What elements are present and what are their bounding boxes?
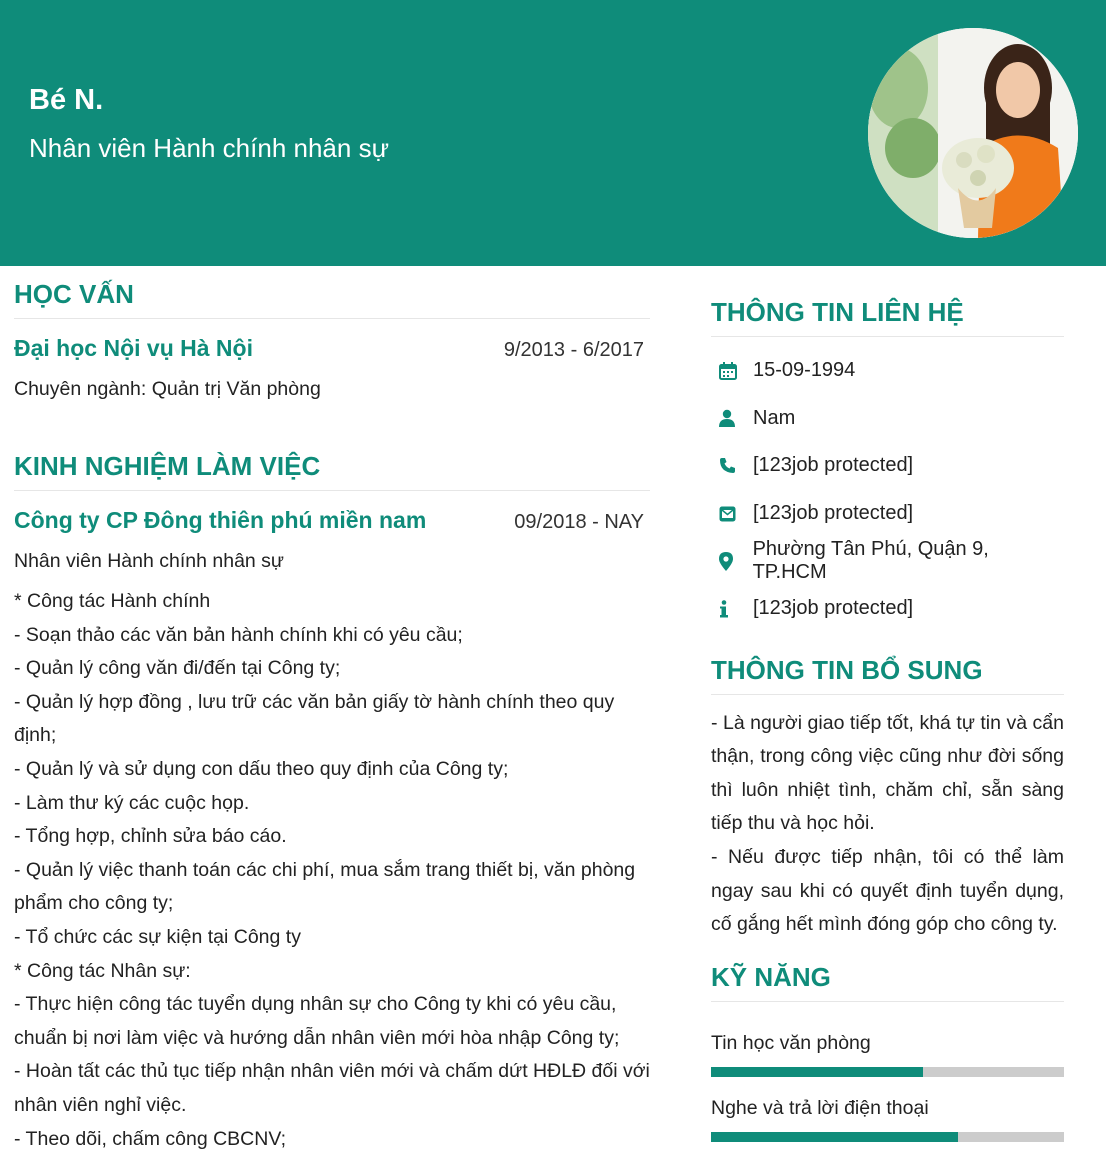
detail-line: * Công tác Hành chính bbox=[14, 585, 650, 619]
additional-paragraph: - Là người giao tiếp tốt, khá tự tin và cẩn thận, trong công việc cũng như đời sống thì luôn nhiệt tình, chăm chỉ, sẵn sàng tiếp thu và học hỏi. bbox=[711, 707, 1064, 841]
experience-item-header bbox=[14, 507, 650, 534]
avatar-photo bbox=[868, 28, 1078, 238]
detail-line: - Quản lý và sử dụng con dấu theo quy định của Công ty; bbox=[14, 753, 650, 787]
detail-line: - Hoàn tất các thủ tục tiếp nhận nhân viên mới và chấm dứt HĐLĐ đối với bbox=[14, 1055, 650, 1089]
contact-email bbox=[711, 490, 1064, 538]
skill-bar-fill bbox=[711, 1132, 958, 1142]
detail-line: nhân viên nghỉ việc. bbox=[14, 1089, 650, 1123]
contact-birthday-text: 15-09-1994 bbox=[753, 359, 855, 382]
experience-period: 09/2018 - NAY bbox=[514, 511, 650, 534]
phone-icon bbox=[711, 457, 753, 474]
education-heading: HỌC VẤN bbox=[14, 279, 650, 319]
info-icon bbox=[711, 600, 753, 618]
right-column bbox=[711, 266, 1064, 1142]
contact-address bbox=[711, 537, 1064, 585]
experience-position: Nhân viên Hành chính nhân sự bbox=[14, 550, 650, 573]
left-column bbox=[14, 266, 650, 1156]
skills-heading: KỸ NĂNG bbox=[711, 962, 1064, 1002]
contact-gender-text: Nam bbox=[753, 407, 795, 430]
cv-header bbox=[0, 0, 1106, 266]
contact-phone-text: [123job protected] bbox=[753, 454, 913, 477]
skill-bar bbox=[711, 1132, 1064, 1142]
candidate-name: Bé N. bbox=[29, 84, 103, 117]
detail-line: - Làm thư ký các cuộc họp. bbox=[14, 787, 650, 821]
additional-content bbox=[711, 707, 1064, 942]
skill-bar-fill bbox=[711, 1067, 923, 1077]
detail-line: - Quản lý hợp đồng , lưu trữ các văn bản giấy tờ hành chính theo quy định; bbox=[14, 686, 650, 753]
detail-line: - Tổ chức các sự kiện tại Công ty bbox=[14, 921, 650, 955]
detail-line: - Thực hiện công tác tuyển dụng nhân sự cho Công ty khi có yêu cầu, bbox=[14, 988, 650, 1022]
user-icon bbox=[711, 409, 753, 427]
contact-heading: THÔNG TIN LIÊN HỆ bbox=[711, 297, 1064, 337]
contact-birthday bbox=[711, 347, 1064, 395]
company-name: Công ty CP Đông thiên phú miền nam bbox=[14, 507, 426, 534]
calendar-icon bbox=[711, 362, 753, 380]
detail-line: - Tổng hợp, chỉnh sửa báo cáo. bbox=[14, 820, 650, 854]
education-major: Chuyên ngành: Quản trị Văn phòng bbox=[14, 378, 650, 401]
skill-name: Tin học văn phòng bbox=[711, 1032, 1064, 1055]
experience-details bbox=[14, 585, 650, 1156]
detail-line: - Quản lý công văn đi/đến tại Công ty; bbox=[14, 652, 650, 686]
detail-line: - Theo dõi, chấm công CBCNV; bbox=[14, 1123, 650, 1156]
detail-line: chuẩn bị nơi làm việc và hướng dẫn nhân viên mới hòa nhập Công ty; bbox=[14, 1022, 650, 1056]
contact-phone bbox=[711, 442, 1064, 490]
contact-gender bbox=[711, 395, 1064, 443]
contact-list bbox=[711, 347, 1064, 633]
location-icon bbox=[711, 552, 753, 571]
detail-line: - Soạn thảo các văn bản hành chính khi có yêu cầu; bbox=[14, 619, 650, 653]
additional-paragraph: - Nếu được tiếp nhận, tôi có thể làm ngay sau khi có quyết định tuyển dụng, cố gắng hết mình đóng góp cho công ty. bbox=[711, 841, 1064, 942]
experience-heading: KINH NGHIỆM LÀM VIỆC bbox=[14, 451, 650, 491]
contact-other-text: [123job protected] bbox=[753, 597, 913, 620]
avatar bbox=[868, 28, 1078, 238]
additional-heading: THÔNG TIN BỔ SUNG bbox=[711, 655, 1064, 695]
detail-line: phẩm cho công ty; bbox=[14, 887, 650, 921]
detail-line: * Công tác Nhân sự: bbox=[14, 955, 650, 989]
email-icon bbox=[711, 506, 753, 522]
contact-address-text: Phường Tân Phú, Quận 9, TP.HCM bbox=[753, 538, 1064, 584]
candidate-title: Nhân viên Hành chính nhân sự bbox=[29, 133, 389, 164]
education-period: 9/2013 - 6/2017 bbox=[504, 339, 650, 362]
school-name: Đại học Nội vụ Hà Nội bbox=[14, 335, 253, 362]
contact-email-text: [123job protected] bbox=[753, 502, 913, 525]
contact-other bbox=[711, 585, 1064, 633]
education-item-header bbox=[14, 335, 650, 362]
skill-bar bbox=[711, 1067, 1064, 1077]
skill-item bbox=[711, 1032, 1064, 1077]
skill-name: Nghe và trả lời điện thoại bbox=[711, 1097, 1064, 1120]
detail-line: - Quản lý việc thanh toán các chi phí, mua sắm trang thiết bị, văn phòng bbox=[14, 854, 650, 888]
skill-item bbox=[711, 1097, 1064, 1142]
